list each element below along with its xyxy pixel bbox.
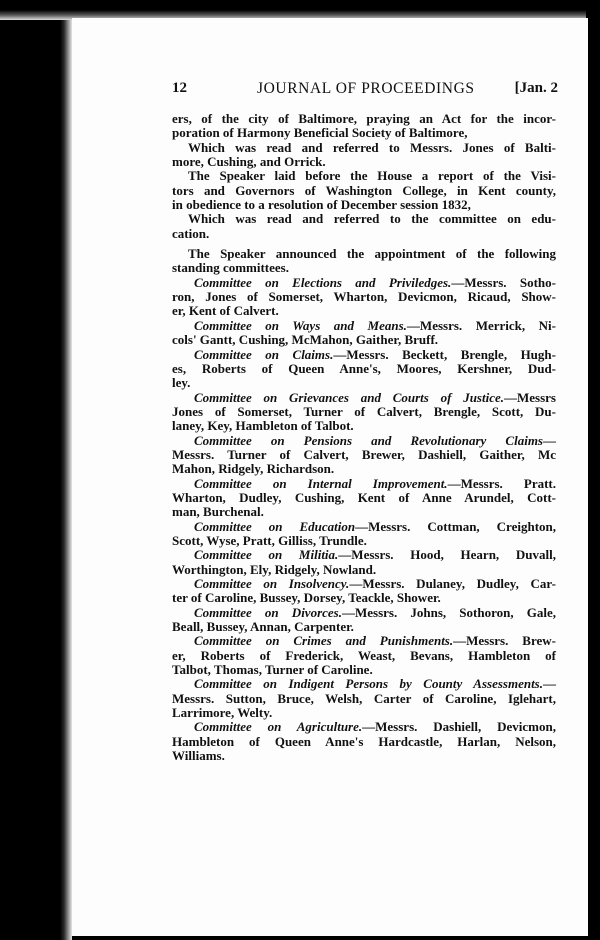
committee-line	[172, 520, 556, 534]
line-text: —Messrs. Pratt.	[447, 475, 556, 491]
committee-name: Committee on Claims.	[194, 346, 334, 362]
committee-line	[172, 634, 556, 648]
text-line	[172, 462, 556, 476]
committee-name: Committee on Grievances and Courts of Justice.	[194, 389, 504, 405]
committee-line	[172, 348, 556, 362]
line-text: poration of Harmony Beneficial Society of Baltimore,	[172, 125, 468, 141]
committee-line	[172, 606, 556, 620]
line-text: Talbot, Thomas, Turner of Caroline.	[172, 662, 373, 678]
text-line	[172, 290, 556, 304]
line-text: —Messrs. Sotho-	[451, 274, 556, 290]
committee-line	[172, 434, 556, 448]
text-line	[172, 304, 556, 318]
line-text: —Messrs. Johns, Sothoron, Gale,	[341, 604, 556, 620]
line-text: Messrs. Turner of Calvert, Brewer, Dashiell, Gaither, Mc	[172, 446, 556, 462]
line-text: —	[543, 432, 556, 448]
committee-name: Committee on Ways and Means.	[194, 317, 407, 333]
line-text: Worthington, Ely, Ridgely, Nowland.	[172, 561, 377, 577]
committee-line	[172, 391, 556, 405]
text-line	[172, 620, 556, 634]
line-text: Which was read and referred to Messrs. Jones of Balti-	[188, 139, 556, 155]
line-text: Williams.	[172, 748, 225, 764]
text-line	[172, 112, 556, 126]
committee-name: Committee on Insolvency.	[194, 576, 350, 591]
line-text: ley.	[172, 375, 191, 391]
text-line	[172, 169, 556, 183]
line-text: in obedience to a resolution of December session 1832,	[172, 197, 471, 213]
committee-line	[172, 477, 556, 491]
line-text: —Messrs	[504, 389, 556, 405]
line-text: er, Kent of Calvert.	[172, 303, 279, 319]
text-line	[172, 591, 556, 605]
committee-name: Committee on Elections and Priviledges.	[194, 274, 452, 290]
committee-name: Committee on Divorces.	[194, 604, 342, 620]
line-text: man, Burchenal.	[172, 504, 264, 520]
committee-name: Committee on Internal Improvement.	[194, 475, 448, 491]
text-line	[172, 362, 556, 376]
line-text: Mahon, Ridgely, Richardson.	[172, 461, 335, 477]
text-line	[172, 198, 556, 212]
text-line	[172, 155, 556, 169]
line-text: —Messrs. Beckett, Brengle, Hugh-	[333, 346, 556, 362]
running-header	[172, 80, 556, 100]
text-line	[172, 706, 556, 720]
line-text: more, Cushing, and Orrick.	[172, 154, 326, 170]
committee-name: Committee on Crimes and Punishments.	[194, 633, 454, 649]
line-text: cols' Gantt, Cushing, McMahon, Gaither, Bruff.	[172, 332, 439, 348]
committee-line	[172, 319, 556, 333]
committee-line	[172, 577, 556, 591]
line-text: Which was read and referred to the committee on edu-	[188, 211, 556, 227]
committee-name: Committee on Agriculture.	[194, 719, 363, 735]
line-text: laney, Key, Hambleton of Talbot.	[172, 418, 354, 434]
text-line	[172, 419, 556, 433]
text-line	[172, 212, 556, 226]
line-text: Wharton, Dudley, Cushing, Kent of Anne Arundel, Cott-	[172, 489, 556, 505]
text-line	[172, 749, 556, 763]
document-body	[172, 112, 556, 763]
line-text: ers, of the city of Baltimore, praying an Act for the incor-	[172, 111, 556, 126]
page-number: 12	[172, 80, 187, 96]
line-text: Messrs. Sutton, Bruce, Welsh, Carter of Caroline, Iglehart,	[172, 690, 556, 706]
text-line	[172, 505, 556, 519]
line-text: standing committees.	[172, 260, 289, 276]
committee-line	[172, 548, 556, 562]
line-text: ron, Jones of Somerset, Wharton, Devicmon, Ricaud, Show-	[172, 289, 556, 305]
text-line	[172, 663, 556, 677]
text-line	[172, 261, 556, 275]
scan-top-edge	[0, 0, 600, 20]
committee-name: Committee on Education	[194, 518, 356, 534]
scan-right-edge	[586, 0, 600, 940]
text-line	[172, 563, 556, 577]
scan-left-edge	[0, 0, 72, 940]
line-text: —Messrs. Dashiell, Devicmon,	[362, 719, 556, 735]
line-text: —	[543, 676, 556, 692]
line-text: tors and Governors of Washington College, in Kent county,	[172, 182, 556, 198]
line-text: Jones of Somerset, Turner of Calvert, Brengle, Scott, Du-	[172, 403, 556, 419]
text-line	[172, 405, 556, 419]
text-line	[172, 376, 556, 390]
line-text: Scott, Wyse, Pratt, Gilliss, Trundle.	[172, 532, 367, 548]
line-text: —Messrs. Hood, Hearn, Duvall,	[338, 547, 556, 563]
text-line	[172, 649, 556, 663]
header-date: [Jan. 2	[514, 80, 558, 96]
committee-line	[172, 720, 556, 734]
line-text: Larrimore, Welty.	[172, 705, 273, 721]
committee-name: Committee on Pensions and Revolutionary Claims	[194, 432, 543, 448]
text-line	[172, 333, 556, 347]
committee-line	[172, 677, 556, 691]
line-text: —Messrs. Dulaney, Dudley, Car-	[349, 576, 556, 591]
text-line	[172, 692, 556, 706]
text-line	[172, 534, 556, 548]
line-text: —Messrs. Merrick, Ni-	[406, 317, 556, 333]
line-text: —Messrs. Brew-	[453, 633, 556, 649]
line-text: The Speaker laid before the House a report of the Visi-	[188, 168, 556, 184]
text-line	[172, 141, 556, 155]
committee-name: Committee on Militia.	[194, 547, 339, 563]
committee-line	[172, 276, 556, 290]
text-line	[172, 126, 556, 140]
line-text: ter of Caroline, Bussey, Dorsey, Teackle, Shower.	[172, 590, 441, 606]
committee-name: Committee on Indigent Persons by County Assessments.	[194, 676, 543, 692]
page-title: JOURNAL OF PROCEEDINGS	[257, 80, 475, 97]
line-text: cation.	[172, 225, 210, 241]
text-line	[172, 227, 556, 241]
text-line	[172, 448, 556, 462]
line-text: es, Roberts of Queen Anne's, Moores, Kershner, Dud-	[172, 360, 556, 376]
line-text: er, Roberts of Frederick, Weast, Bevans, Hambleton of	[172, 647, 556, 663]
line-text: Beall, Bussey, Annan, Carpenter.	[172, 619, 354, 635]
text-line	[172, 735, 556, 749]
text-line	[172, 491, 556, 505]
line-text: —Messrs. Cottman, Creighton,	[355, 518, 556, 534]
text-line	[172, 247, 556, 261]
text-line	[172, 184, 556, 198]
line-text: The Speaker announced the appointment of the following	[188, 246, 556, 262]
line-text: Hambleton of Queen Anne's Hardcastle, Harlan, Nelson,	[172, 733, 556, 749]
